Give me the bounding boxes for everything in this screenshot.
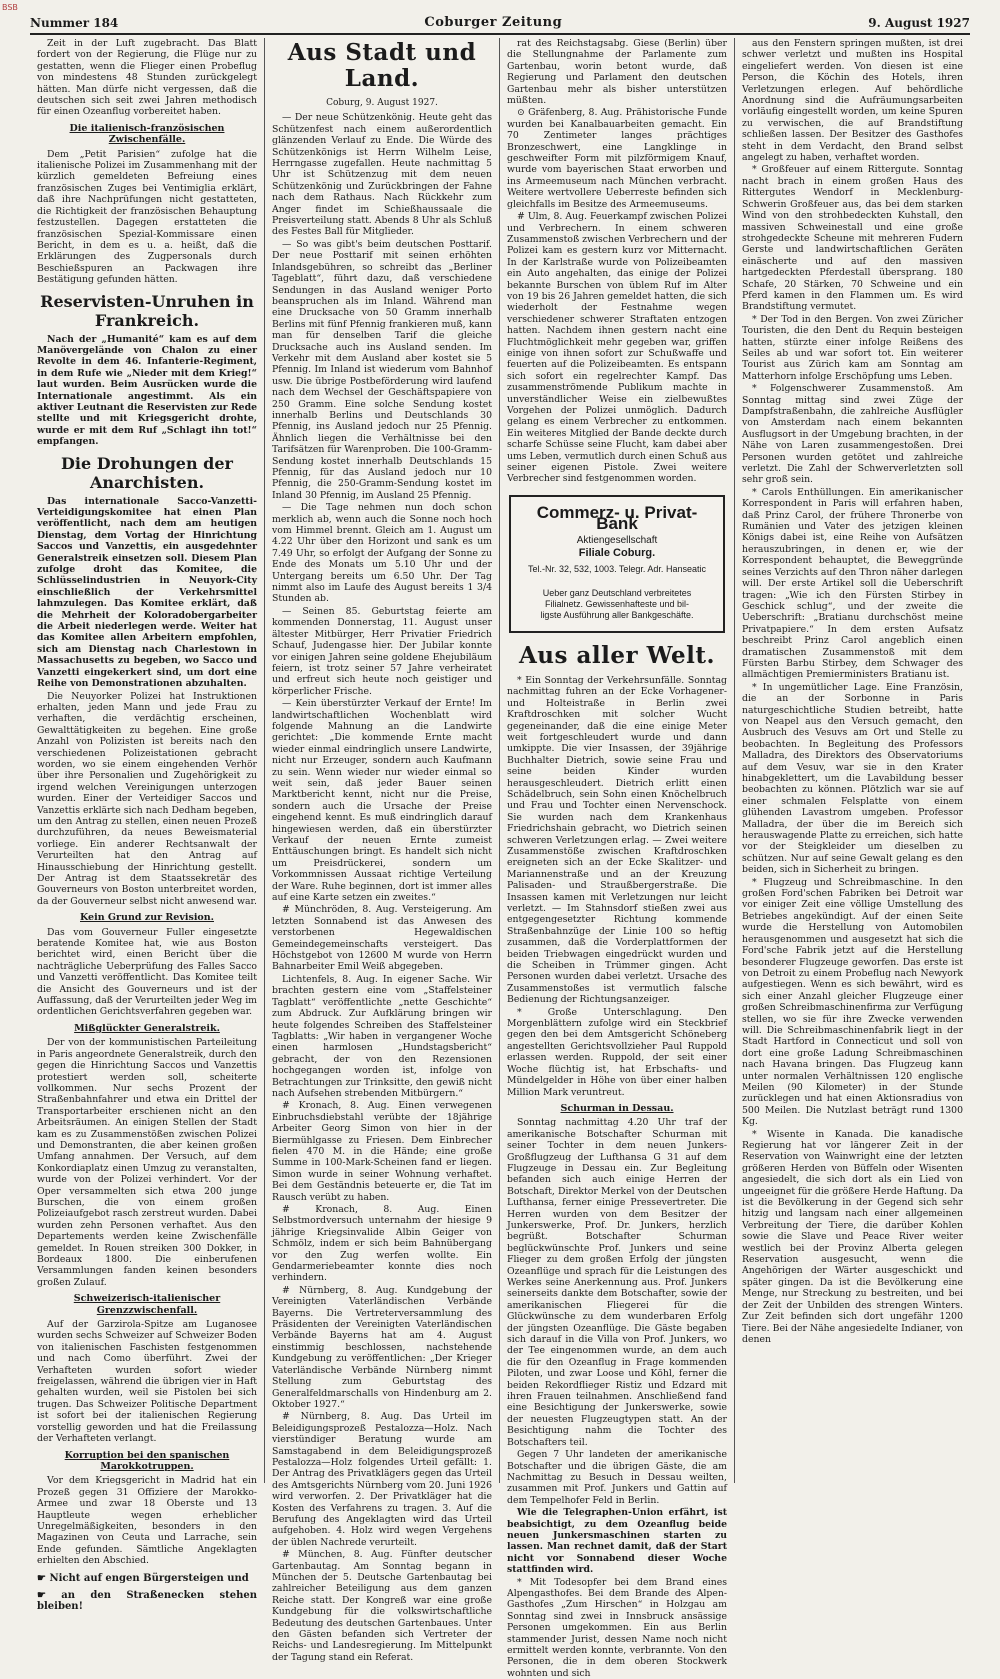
article-paragraph: Der von der kommunistischen Parteileitung in Paris angeordnete Generalstreik, durch den gegen die Hinrichtung Saccos und Vanzettis protestiert werden soll, scheiterte vollkommen. Nur sechs Prozent der Straßenbahnfahrer und etwa ein Drittel der Transportarbeiter erschienen nicht an den Arbeitsräumen. An einigen Stellen der Stadt kam es zu Zusammenstößen zwischen Polizei und Demonstranten, die aber keinen großen Umfang annahmen. Der Versuch, auf dem Konkordiaplatz einen Umzug zu veranstalten, wurde von der Polizei verhindert. Vor der Oper versammelten sich etwa 200 junge Burschen, die von einem großen Polizeiaufgebot rasch zerstreut wurden. Dabei wurden zehn Personen verhaftet. Aus den Departements werden keine Zwischenfälle gemeldet. In Rouen streiken 300 Dokker, in Bordeaux 1800. Die einberufenen Versammlungen fanden keinen besonders großen Zulauf. bbox=[37, 1037, 257, 1288]
public-notice: ☛ an den Straßenecken stehen bleiben! bbox=[37, 1589, 257, 1613]
ad-bank-name: Commerz- u. Privat-Bank bbox=[536, 502, 698, 534]
article-paragraph: — Seinen 85. Geburtstag feierte am kommenden Donnerstag, 11. August unser ältester Mitbürger, Herr Privatier Friedrich Schauf, Judengasse hier. Der Jubilar konnte vor einigen Jahren seine goldene Ehejubiläum feiern, ist trotz seiner 57 Jahre verheiratet und erfreut sich heute noch geistiger und körperlicher Frische. bbox=[272, 605, 492, 697]
article-paragraph: ⊙ Gräfenberg, 8. Aug. Prähistorische Funde wurden bei Kanalbauarbeiten gemacht. Ein 70 Zentimeter langes prächtiges Bronzeschwert, eine Langklinge in geschweifter Form mit pilzförmigem Knauf, wurde vom bayerischen Staat erworben und ins Armeemuseum nach München verbracht. Weitere wertvollere Ueberreste befinden sich gleichfalls im Besitze des Armeemuseums. bbox=[507, 107, 727, 210]
article-paragraph: * Wisente in Kanada. Die kanadische Regierung hat vor längerer Zeit in der Reservation von Wainwright eine der letzten größeren Herden von Büffeln oder Wisenten angesiedelt, die sich dort als ein Lied von ungeeignet für die größere Herde Haftung. Da ist die Bevölkerung in der Gegend sich sehr hitzig und langsam nach einer allgemeinen Verbreitung der Tiere, die darüber Kohlen sowie die Slave und Peace River weiter westlich bei der Provinz Alberta gelegen Reservation ausgesucht, wenn die Angehörigen der Wärter ausgeschickt und später gingen. Da ist die Bevölkerung eine Menge, nur Streckung zu bestreiten, und bei der Zeit der Unbilden des strengen Winters. Zur Zeit befinden sich dort ungefähr 1200 Tiere. Bei der Nähe angesiedelte Indianer, von denen bbox=[742, 1128, 963, 1345]
page-columns bbox=[30, 38, 970, 1679]
column-4 bbox=[735, 38, 970, 1483]
ad-footer-line: ligste Ausführung aller Bankgeschäfte. bbox=[540, 609, 694, 620]
article-paragraph: Zeit in der Luft zugebracht. Das Blatt fordert von der Regierung, die Flüge nur zu gestatten, wenn die Flieger einen Probeflug von mindestens 48 Stunden zurückgelegt hätten. Man dürfe nicht vergessen, daß die deutschen sich seit zwei Jahren methodisch für einen Ozeanflug vorbereitet haben. bbox=[37, 38, 257, 118]
article-paragraph: rat des Reichstagsabg. Giese (Berlin) über die Stellungnahme der Parlamente zum Gartenbau, worin betont wurde, daß Regierung und Parlament den deutschen Gartenbau mehr als bisher unterstützen müßten. bbox=[507, 38, 727, 107]
article-paragraph: aus den Fenstern springen mußten, ist drei schwer verletzt und mußten ins Hospital eingeliefert werden. Von diesen ist eine Person, die Köchin des Hotels, ihren Verletzungen erlegen. Auf behördliche Anordnung sind die Aufräumungsarbeiten vorläufig eingestellt worden, um keine Spuren zu verwischen, die auf Brandstiftung schließen lassen. Der Besitzer des Gasthofes steht in dem Verdacht, den Brand selbst angelegt zu haben, verhaftet worden. bbox=[742, 38, 963, 164]
ad-telephone: Tel.-Nr. 32, 532, 1003. Telegr. Adr. Hanseatic bbox=[528, 564, 706, 575]
ad-company-type: Aktiengesellschaft bbox=[576, 534, 658, 546]
article-heading: Schweizerisch-italienischer Grenzzwischenfall. bbox=[73, 1293, 221, 1316]
article-heading: Schurman in Dessau. bbox=[560, 1102, 674, 1114]
article-heading: Die italienisch-französischen Zwischenfälle. bbox=[69, 122, 225, 146]
column-2 bbox=[265, 38, 500, 1663]
article-paragraph: Auf der Garzirola-Spitze am Luganosee wurden sechs Schweizer auf Schweizer Boden von italienischen Faschisten festgenommen und nach Como überführt. Zwei der Verhafteten wurden sofort wieder freigelassen, während die übrigen vier in Haft gehalten wurden, weil sie Pistolen bei sich trugen. Das Schweizer Politische Department ist sofort bei der italienischen Regierung vorstellig geworden und hat die Freilassung der Verhafteten verlangt. bbox=[37, 1319, 257, 1445]
article-paragraph: * Folgenschwerer Zusammenstoß. Am Sonntag mittag sind zwei Züge der Dampfstraßenbahn, die zahlreiche Ausflügler von Amsterdam nach einem bekannten Ausflugsort in der Umgebung brachten, in der Nähe von Laren zusammengestoßen. Drei Personen wurden getötet und zahlreiche verletzt. Die Zahl der Schwerverletzten soll sehr groß sein. bbox=[742, 383, 963, 486]
newspaper-title: Coburger Zeitung bbox=[424, 15, 563, 30]
ad-footer-line: Filialnetz. Gewissenhafteste und bil- bbox=[544, 598, 690, 609]
article-paragraph: — Kein überstürzter Verkauf der Ernte! Im landwirtschaftlichen Wochenblatt wird folgende Mahnung an die Landwirte gerichtet: „Die kommende Ernte macht wieder einmal eindringlich unsere Landwirte, nicht nur Erzeuger, sondern auch Kaufmann zu sein. Wenn wieder nur wieder einmal so weit sein, daß jeder Bauer seinen Marktbericht kennt, nicht nur die Preise, sondern auch die Ursache der Preise eingehend kennt. Es muß eindringlich darauf hingewiesen werden, daß ein überstürzter Verkauf der neuen Ernte zumeist Enttäuschungen bringt. Es handelt sich nicht um Preisdrückerei, sondern um Vorkommnissen Aussaat richtige Verteilung der Ware. Ruhe beginnen, dort ist immer alles auf eine Karte setzen ein zweites.“ bbox=[272, 698, 492, 904]
article-paragraph: — So was gibt's beim deutschen Posttarif. Der neue Posttarif mit seinen erhöhten Inlandsgebühren, so schreibt das „Berliner Tageblatt“, führt dazu, daß verschiedene Sendungen in das Ausland weniger Porto beanspruchen als im Inland. Während man eine Drucksache von 50 Gramm innerhalb Berlins mit fünf Pfennig frankieren muß, kann man für denselben Tarif die gleiche Drucksache auch ins Ausland senden. Im Verkehr mit dem Ausland aber kostet sie 5 Pfennig. Im Inland ist wiederum vom Bahnhof usw. Die übrige Postbeförderung wird laufend nach dem Wechsel der Geschäftspapiere von 250 Gramm. Eine solche Sendung kostet innerhalb Berlins und Deutschlands 30 Pfennig, ins Ausland jedoch nur 25 Pfennig. Ähnlich liegen die Verhältnisse bei den Tarifsätzen für Warenproben. Die 100-Gramm-Sendung kostet innerhalb Deutschlands 15 Pfennig, für das Ausland jedoch nur 10 Pfennig, die 250-Gramm-Sendung kostet im Inland 30 Pfennig, im Ausland 25 Pfennig. bbox=[272, 238, 492, 501]
article-paragraph: # Nürnberg, 8. Aug. Kundgebung der Vereinigten Vaterländischen Verbände Bayerns. Die Vertreterversammlung des Präsidenten der Vereinigten Vaterländischen Verbände Bayerns hat am 4. August einstimmig beschlossen, nachstehende Kundgebung zu veröffentlichen: „Der Krieger Vaterländische Verbände Nürnberg nimmt Stellung zum Geburtstag des Generalfeldmarschalls von Hindenburg am 2. Oktober 1927.“ bbox=[272, 1284, 492, 1410]
article-paragraph: # Kronach, 8. Aug. Einen Selbstmordversuch unternahm der hiesige 9 jährige Kriegsinvalide Albin Geiger von Schmölz, indem er sich beim Bahnübergang vor den Zug werfen wollte. Ein Gendarmeriebeamter konnte dies noch verhindern. bbox=[272, 1204, 492, 1284]
article-paragraph: Dem „Petit Parisien“ zufolge hat die italienische Polizei im Zusammenhang mit der kürzlich gemeldeten Befreiung eines französischen Zuges bei Ventimiglia erklärt, daß ihre Nachprüfungen nicht gestatteten, die Richtigkeit der französischen Behauptung festzustellen. Dagegen erstatteten die französischen Spezial-Kommissare einen Bericht, in dem es u. a. heißt, daß die Erklärungen des Zugpersonals durch Beschießspuren an Packwagen ihre Bestätigung gefunden hätten. bbox=[37, 148, 257, 286]
article-paragraph: # Münchröden, 8. Aug. Versteigerung. Am letzten Sonnabend ist das Anwesen des verstorbenen Hegewaldischen Gemeindegemeinschafts versteigert. Das Höchstgebot von 12600 M wurde von Herrn Bahnarbeiter Emil Weiß abgegeben. bbox=[272, 904, 492, 973]
article-heading: Kein Grund zur Revision. bbox=[80, 912, 214, 924]
section-title: Aus Stadt und Land. bbox=[287, 39, 477, 92]
article-paragraph: # Nürnberg, 8. Aug. Das Urteil im Beleidigungsprozeß Pestalozza—Holz. Nach vierstündiger Beratung wurde am Samstagabend in dem Beleidigungsprozeß Pestalozza—Holz folgendes Urteil gefällt: 1. Der Antrag des Privatklägers gegen das Urteil des Amtsgerichts Nürnberg vom 20. Juni 1926 wird verworfen. 2. Der Privatkläger hat die Kosten des Verfahrens zu tragen. 3. Auf die Berufung des Angeklagten wird das Urteil aufgehoben. 4. Holz wird wegen Vergehens der üblen Nachrede verurteilt. bbox=[272, 1411, 492, 1548]
article-paragraph: * Flugzeug und Schreibmaschine. In den großen Ford'schen Fabriken bei Detroit war vor einiger Zeit eine völlige Umstellung des Betriebes angekündigt. Auf der einen Seite wurde die Herstellung von Automobilen herausgenommen und ausgesetzt hat sich die Ford'sche Fabrik jetzt auf die Herstellung besonderer Flugzeuge geworfen. Das erste ist von Detroit zu einem Probeflug nach Newyork aufgestiegen. Wenn es sich bewährt, wird es sich einer Anzahl gleicher Flugzeuge einer großen Schreibmaschinenfirma zur Verfügung stellen, wo sie für ihre Zwecke verwenden will. Die Schreibmaschinenfabrik liegt in der Stadt Hartford in Connecticut und soll von dort eine große Ladung Schreibmaschinen nach Havana bringen. Das Flugzeug kann unter normalen Verhältnissen 120 englische Meilen (90 Kilometer) in der Stunde zurücklegen und hat einen Aktionsradius von 500 Meilen. Die Nutzlast beträgt rund 1300 Kg. bbox=[742, 876, 963, 1128]
article-heading: Mißglückter Generalstreik. bbox=[74, 1022, 220, 1034]
bank-advertisement bbox=[509, 495, 725, 633]
article-paragraph: * Carols Enthüllungen. Ein amerikanischer Korrespondent in Paris will erfahren haben, daß Prinz Carol, der frühere Thronerbe von Rumänien und Vater des jetzigen kleinen Königs dabei ist, eine Reihe von Aufsätzen herauszubringen, in denen er, wie der Korrespondent behauptet, die Beweggründe seines Verzichts auf den Thron näher darlegen will. Der erste Artikel soll die Ueberschrift tragen: „Wie ich den Fürsten Stirbey in Geschick schlug“, und der zweite die Ueberschrift: „Bratianu durchschöst meine Privatpapiere.“ In dem ersten Aufsatz beschreibt Prinz Carol angeblich einen dramatischen Zusammenstoß mit dem Fürsten Barbu Stirbey, dem Schwager des allmächtigen Premierministers Bratianu ist. bbox=[742, 486, 963, 681]
article-heading: Korruption bei den spanischen Marokkotruppen. bbox=[64, 1449, 230, 1472]
article-paragraph: Das vom Gouverneur Fuller eingesetzte beratende Komitee hat, wie aus Boston berichtet wird, einen Bericht über die nachträgliche Ueberprüfung des Falles Sacco und Vanzetti veröffentlicht. Das Komitee teilt die Ansicht des Gouverneurs und ist der Auffassung, daß der Verurteilten jeder Weg im ordentlichen Gerichtsverfahren gegeben war. bbox=[37, 926, 257, 1018]
masthead bbox=[30, 6, 970, 35]
issue-number: Nummer 184 bbox=[30, 16, 119, 30]
library-stamp: BSB bbox=[2, 3, 18, 12]
column-1 bbox=[30, 38, 265, 1613]
issue-date: 9. August 1927 bbox=[868, 16, 970, 30]
article-paragraph: # Ulm, 8. Aug. Feuerkampf zwischen Polizei und Verbrechern. In einem schweren Zusammenstoß zwischen Verbrechern und der Polizei kam es gestern kurz vor Mitternacht. In der Karlstraße wurde von Polizeibeamten ein Auto angehalten, das einige der Polizei bekannte Burschen von üblem Ruf im Alter von 19 bis 26 Jahren gemeldet hatten, die sich wiederholt der Festnahme wegen verschiedener schwerer Straftaten entzogen hatten. Nachdem ihnen gestern nacht eine Fluchtmöglichkeit mehr gegeben war, griffen einige von ihnen sofort zur Schußwaffe und feuerten auf die Polizeibeamten. Es entspann sich sofort ein regelrechter Kampf. Das zusammenströmende Publikum machte in unverständlicher Weise ein zielbewußtes Vorgehen der Polizei unmöglich. Dadurch gelang es einem Verbrecher zu entkommen. Ein weiteres Mitglied der Bande deckte durch scharfe Schüsse seine Flucht, kam dabei aber ums Leben, vermutlich durch einen Schuß aus seiner eigenen Pistole. Zwei weitere Verbrecher sind festgenommen worden. bbox=[507, 211, 727, 485]
ad-branch: Filiale Coburg. bbox=[578, 547, 656, 560]
article-paragraph: # München, 8. Aug. Fünfter deutscher Gartenbautag. Am Sonntag begann in München der 5. Deutsche Gartenbautag bei zahlreicher Beteiligung aus dem ganzen Reiche statt. Der Kongreß war eine große Kundgebung für die volkswirtschaftliche Bedeutung des deutschen Gartenbaues. Unter den Gästen befanden sich Vertreter der Reichs- und Landesregierung. Im Mittelpunkt der Tagung stand ein Referat. bbox=[272, 1549, 492, 1663]
article-paragraph: Die Neuyorker Polizei hat Instruktionen erhalten, jeden Mann und jede Frau zu verhaften, die verdächtig erscheinen, Gewalttätigkeiten zu begehen. Eine große Anzahl von Polizisten ist bereits nach den verschiedenen Polizeistationen gebracht worden, wo sie einem eingehenden Verhör über ihre Personalien und Zugehörigkeit zu irgend welchen Vereinigungen unterzogen wurden. Einer der Verteidiger Saccos und Vanzettis erklärte sich nach Dedham begeben, um den Antrag zu stellen, einen neuen Prozeß durchzuführen, da neues Beweismaterial vorliege. Ein anderer Rechtsanwalt der Verurteilten hat den Antrag auf Hinausschiebung der Hinrichtung gestellt. Der Antrag ist dem Staatssekretär des Gouverneurs von Boston unterbreitet worden, da der Gouverneur selbst nicht anwesend war. bbox=[37, 690, 257, 907]
dateline: Coburg, 9. August 1927. bbox=[326, 98, 438, 108]
article-paragraph: Nach der „Humanité“ kam es auf dem Manövergelände von Chalon zu einer Revolte in dem 46. Infanterie-Regiment, in dem Rufe wie „Nieder mit dem Krieg!“ laut wurden. Beim Ausrücken wurde die Internationale angestimmt. Als ein aktiver Leutnant die Reservisten zur Rede stellte und mit Kriegsgericht drohte, wurde er mit dem Ruf „Schlagt ihn tot!“ empfangen. bbox=[37, 333, 257, 448]
article-paragraph: # Kronach, 8. Aug. Einen verwegenen Einbruchsdiebstahl verübte der 18jährige Arbeiter Georg Simon von hier in der Biermühlgasse zu Friesen. Dem Einbrecher fielen 470 M. in die Hände; eine große Summe in 100-Mark-Scheinen fand er liegen. Simon wurde in seiner Wohnung verhaftet. Bei dem Geständnis beteuerte er, die Tat im Rausch verübt zu haben. bbox=[272, 1100, 492, 1203]
article-paragraph: Sonntag nachmittag 4.20 Uhr traf der amerikanische Botschafter Schurman mit seiner Tochter in dem neuen Junkers-Großflugzeug der Lufthansa G 31 auf dem Flugzeuge in Dessau ein. Zur Begleitung befanden sich auch einige Herren der Botschaft, Direktor Merkel von der Deutschen Lufthansa, ferner einige Pressevertreter. Die Herren wurden von dem Besitzer der Junkerswerke, Prof. Dr. Junkers, herzlich begrüßt. Botschafter Schurman beglückwünschte Prof. Junkers und seine Flieger zu dem großen Erfolg der jüngsten Ozeanflüge und sprach für die Leistungen des Werkes seine Anerkennung aus. Prof. Junkers seinerseits dankte dem Botschafter, sowie der amerikanischen Fliegerei für die Glückwünsche zu dem wunderbaren Erfolg der jüngsten Ozeanflüge. Die Gäste begaben sich darauf in die Villa von Prof. Junkers, wo der Tee eingenommen wurde, an dem auch die für den Ozeanflug in Frage kommenden Piloten, und zwar Loose und Köhl, ferner die beiden Rekordflieger Ristiz und Edzard mit ihren Frauen teilnahmen. Anschließend fand eine Besichtigung der Junkerswerke, sowie der neuesten Flugzeugtypen statt. An der Besichtigung nahm die Tochter des Botschafters teil. bbox=[507, 1117, 727, 1448]
article-paragraph: * Mit Todesopfer bei dem Brand eines Alpengasthofes. Bei dem Brande des Alpen-Gasthofes „Zum Hirschen“ in Holzgau am Sonntag sind zwei in Innsbruck ansässige Personen umgekommen. Ein aus Berlin stammender Jurist, dessen Name noch nicht ermittelt werden konnte, verbrannte. Von den Personen, die in dem oberen Stockwerk wohnten und sich bbox=[507, 1576, 727, 1679]
article-paragraph: Lichtenfels, 8. Aug. In eigener Sache. Wir brachten gestern eine vom „Staffelsteiner Tagblatt“ veröffentlichte „nette Geschichte“ zum Abdruck. Zur Aufklärung bringen wir heute folgendes Schreiben des Staffelsteiner Tagblatts: „Wir haben in vergangener Woche einen harmlosen „Hundstagsbericht“ gebracht, der von den Rezensionen hochgegangen worden ist, infolge von Betrachtungen zur Trinksitte, den gewiß nicht nach Aufsehen strebenden Mitbürgern.“ bbox=[272, 973, 492, 1099]
article-paragraph: Das internationale Sacco-Vanzetti-Verteidigungskomitee hat einen Plan veröffentlicht, nach dem am heutigen Dienstag, dem Vortag der Hinrichtung Saccos und Vanzettis, ein ausgedehnter Generalstreik einsetzen soll. Diesem Plan zufolge droht das Komitee, die Schlüsselindustrien in Neuyork-City einschließlich der Verkehrsmittel lahmzulegen. Das Komitee erklärt, daß die Mehrheit der Koloradobergarbeiter die Arbeit niederlegen werde. Weiter hat das Komitee allen Arbeitern empfohlen, sich am Dienstag nach Charlestown in Massachusetts zu begeben, wo Sacco und Vanzetti eingekerkert sind, um dort eine Reihe von Demonstrationen abzuhalten. bbox=[37, 495, 257, 690]
section-title: Aus aller Welt. bbox=[518, 641, 716, 669]
article-paragraph: Gegen 7 Uhr landeten der amerikanische Botschafter und die übrigen Gäste, die am Nachmittag zu Besuch in Dessau weilten, zusammen mit Prof. Junkers und Gattin auf dem Tempelhofer Feld in Berlin. bbox=[507, 1449, 727, 1506]
article-paragraph: — Der neue Schützenkönig. Heute geht das Schützenfest nach einem außerordentlich glänzenden Verlauf zu Ende. Die Würde des Schützenkönigs ist Herrn Wilhelm Leise, Herrngasse zugefallen. Heute nachmittag 5 Uhr ist Schützenzug mit dem neuen Schützenkönig und Zurückbringen der Fahne nach dem Rathaus. Nach Rückkehr zum Anger findet im Schießhaussaale die Preisverteilung statt. Abends 8 Uhr als Schluß des Festes Ball für Mitglieder. bbox=[272, 112, 492, 238]
article-paragraph: Vor dem Kriegsgericht in Madrid hat ein Prozeß gegen 31 Offiziere der Marokko-Armee und zwar 18 Oberste und 13 Hauptleute wegen erheblicher Unregelmäßigkeiten, besonders in den Magazinen von Ceuta und Larrache, sein Ende gefunden. Sämtliche Angeklagten erhielten den Abschied. bbox=[37, 1475, 257, 1567]
article-paragraph: * Große Unterschlagung. Den Morgenblättern zufolge wird ein Steckbrief gegen den bei dem Amtsgericht Schöneberg angestellten Gerichtsvollzieher Paul Ruppold erlassen werden. Ruppold, der seit einer Woche flüchtig ist, hat Erbschafts- und Mündelgelder in Höhe von über einer halben Million Mark veruntreut. bbox=[507, 1006, 727, 1098]
ad-footer-line: Ueber ganz Deutschland verbreitetes bbox=[542, 587, 692, 598]
article-heading: Die Drohungen der Anarchisten. bbox=[61, 453, 233, 492]
public-notice: ☛ Nicht auf engen Bürgersteigen und bbox=[37, 1572, 249, 1584]
column-3 bbox=[500, 38, 735, 1679]
article-paragraph: * In ungemütlicher Lage. Eine Französin, die an der Sorbonne in Paris naturgeschichtliche Studien betreibt, hatte von Neapel aus den Versuch gemacht, den Ausbruch des Vesuvs am Ort und Stelle zu beobachten. In Begleitung des Professors Malladra, des Direktors des Observatoriums auf dem Vesuv, war sie in den Krater hinabgeklettert, um die Lavabildung besser beobachten zu können. Plötzlich war sie auf einer schmalen Felsplatte von einem glühenden Lavastrom umgeben. Professor Malladra, der über die im Bereich sich herauswagende Platte zu erreichen, sich hatte vor der Steigkleider um dieselben zu schützen. Nur auf seine Gewalt gelang es den beiden, sich in Sicherheit zu bringen. bbox=[742, 681, 963, 876]
article-paragraph: * Der Tod in den Bergen. Von zwei Züricher Touristen, die den Dent du Requin besteigen hatten, stürzte einer infolge Reißens des Seiles ab und war sofort tot. Ein weiterer Tourist aus Zürich kam am Sonntag am Matterhorn infolge Erschöpfung ums Leben. bbox=[742, 313, 963, 382]
article-paragraph: * Großfeuer auf einem Rittergute. Sonntag nacht brach in einem großen Haus des Rittergutes Wendorf in Mecklenburg-Schwerin Großfeuer aus, das bei dem starken Wind von den strohbedeckten Kuhstall, den massiven Schweinestall und eine große strohgedeckte Scheune mit mehreren Fudern Gerste und landwirtschaftlichen Geräten einäscherte und auf den massiven hartgedeckten Pferdestall übersprang. 180 Schafe, 20 Stärken, 70 Schweine und ein Pferd kamen in den Flammen um. Es wird Brandstiftung vermutet. bbox=[742, 164, 963, 313]
article-paragraph: * Ein Sonntag der Verkehrsunfälle. Sonntag nachmittag fuhren an der Ecke Vorhagener- und Holteistraße in Berlin zwei Kraftdroschken mit solcher Wucht gegeneinander, daß die eine einige Meter weit fortgeschleudert wurde und dann umkippte. Die vier Insassen, der 39jährige Buchhalter Dietrich, sowie seine Frau und seine beiden Kinder wurden herausgeschleudert. Dietrich erlitt einen Schädelbruch, sein Sohn einen Knöchelbruch und Frau und Tochter einen Nervenschock. Sie wurden nach dem Krankenhaus Friedrichshain gebracht, wo Dietrich seinen schweren Verletzungen erlag. — Zwei weitere Zusammenstöße zwischen Kraftdroschken ereigneten sich an der Ecke Skalitzer- und Mariannenstraße und an der Kreuzung Palisaden- und Straußbergerstraße. Die Insassen kamen mit Verletzungen nur leicht verletzt. — Im Stahnsdorf stießen zwei aus entgegengesetzter Richtung kommende Straßenbahnzüge der Linie 100 so heftig zusammen, daß die Vorderplattformen der beiden Triebwagen eingedrückt wurden und die Scheiben in Trümmer gingen. Acht Personen wurden dabei verletzt. Ursache des Zusammenstoßes ist vermutlich falsche Bedienung der Richtungsanzeiger. bbox=[507, 674, 727, 1006]
article-paragraph: — Die Tage nehmen nun doch schon merklich ab, wenn auch die Sonne noch hoch vom Himmel brennt. Gleich am 1. August um 4.22 Uhr über den Horizont und sank es um 7.49 Uhr, so erfolgt der Aufgang der Sonne zu Ende des Monats um 5.10 Uhr und der Untergang bereits um 6.50 Uhr. Der Tag nimmt also im Laufe des August bereits 1 3/4 Stunden ab. bbox=[272, 502, 492, 605]
article-paragraph: Wie die Telegraphen-Union erfährt, ist beabsichtigt, zu dem Ozeanflug beide neuen Junkersmaschinen starten zu lassen. Man rechnet damit, daß der Start nicht vor Sonnabend dieser Woche stattfinden wird. bbox=[507, 1507, 727, 1576]
article-heading: Reservisten-Unruhen in Frankreich. bbox=[40, 291, 254, 330]
